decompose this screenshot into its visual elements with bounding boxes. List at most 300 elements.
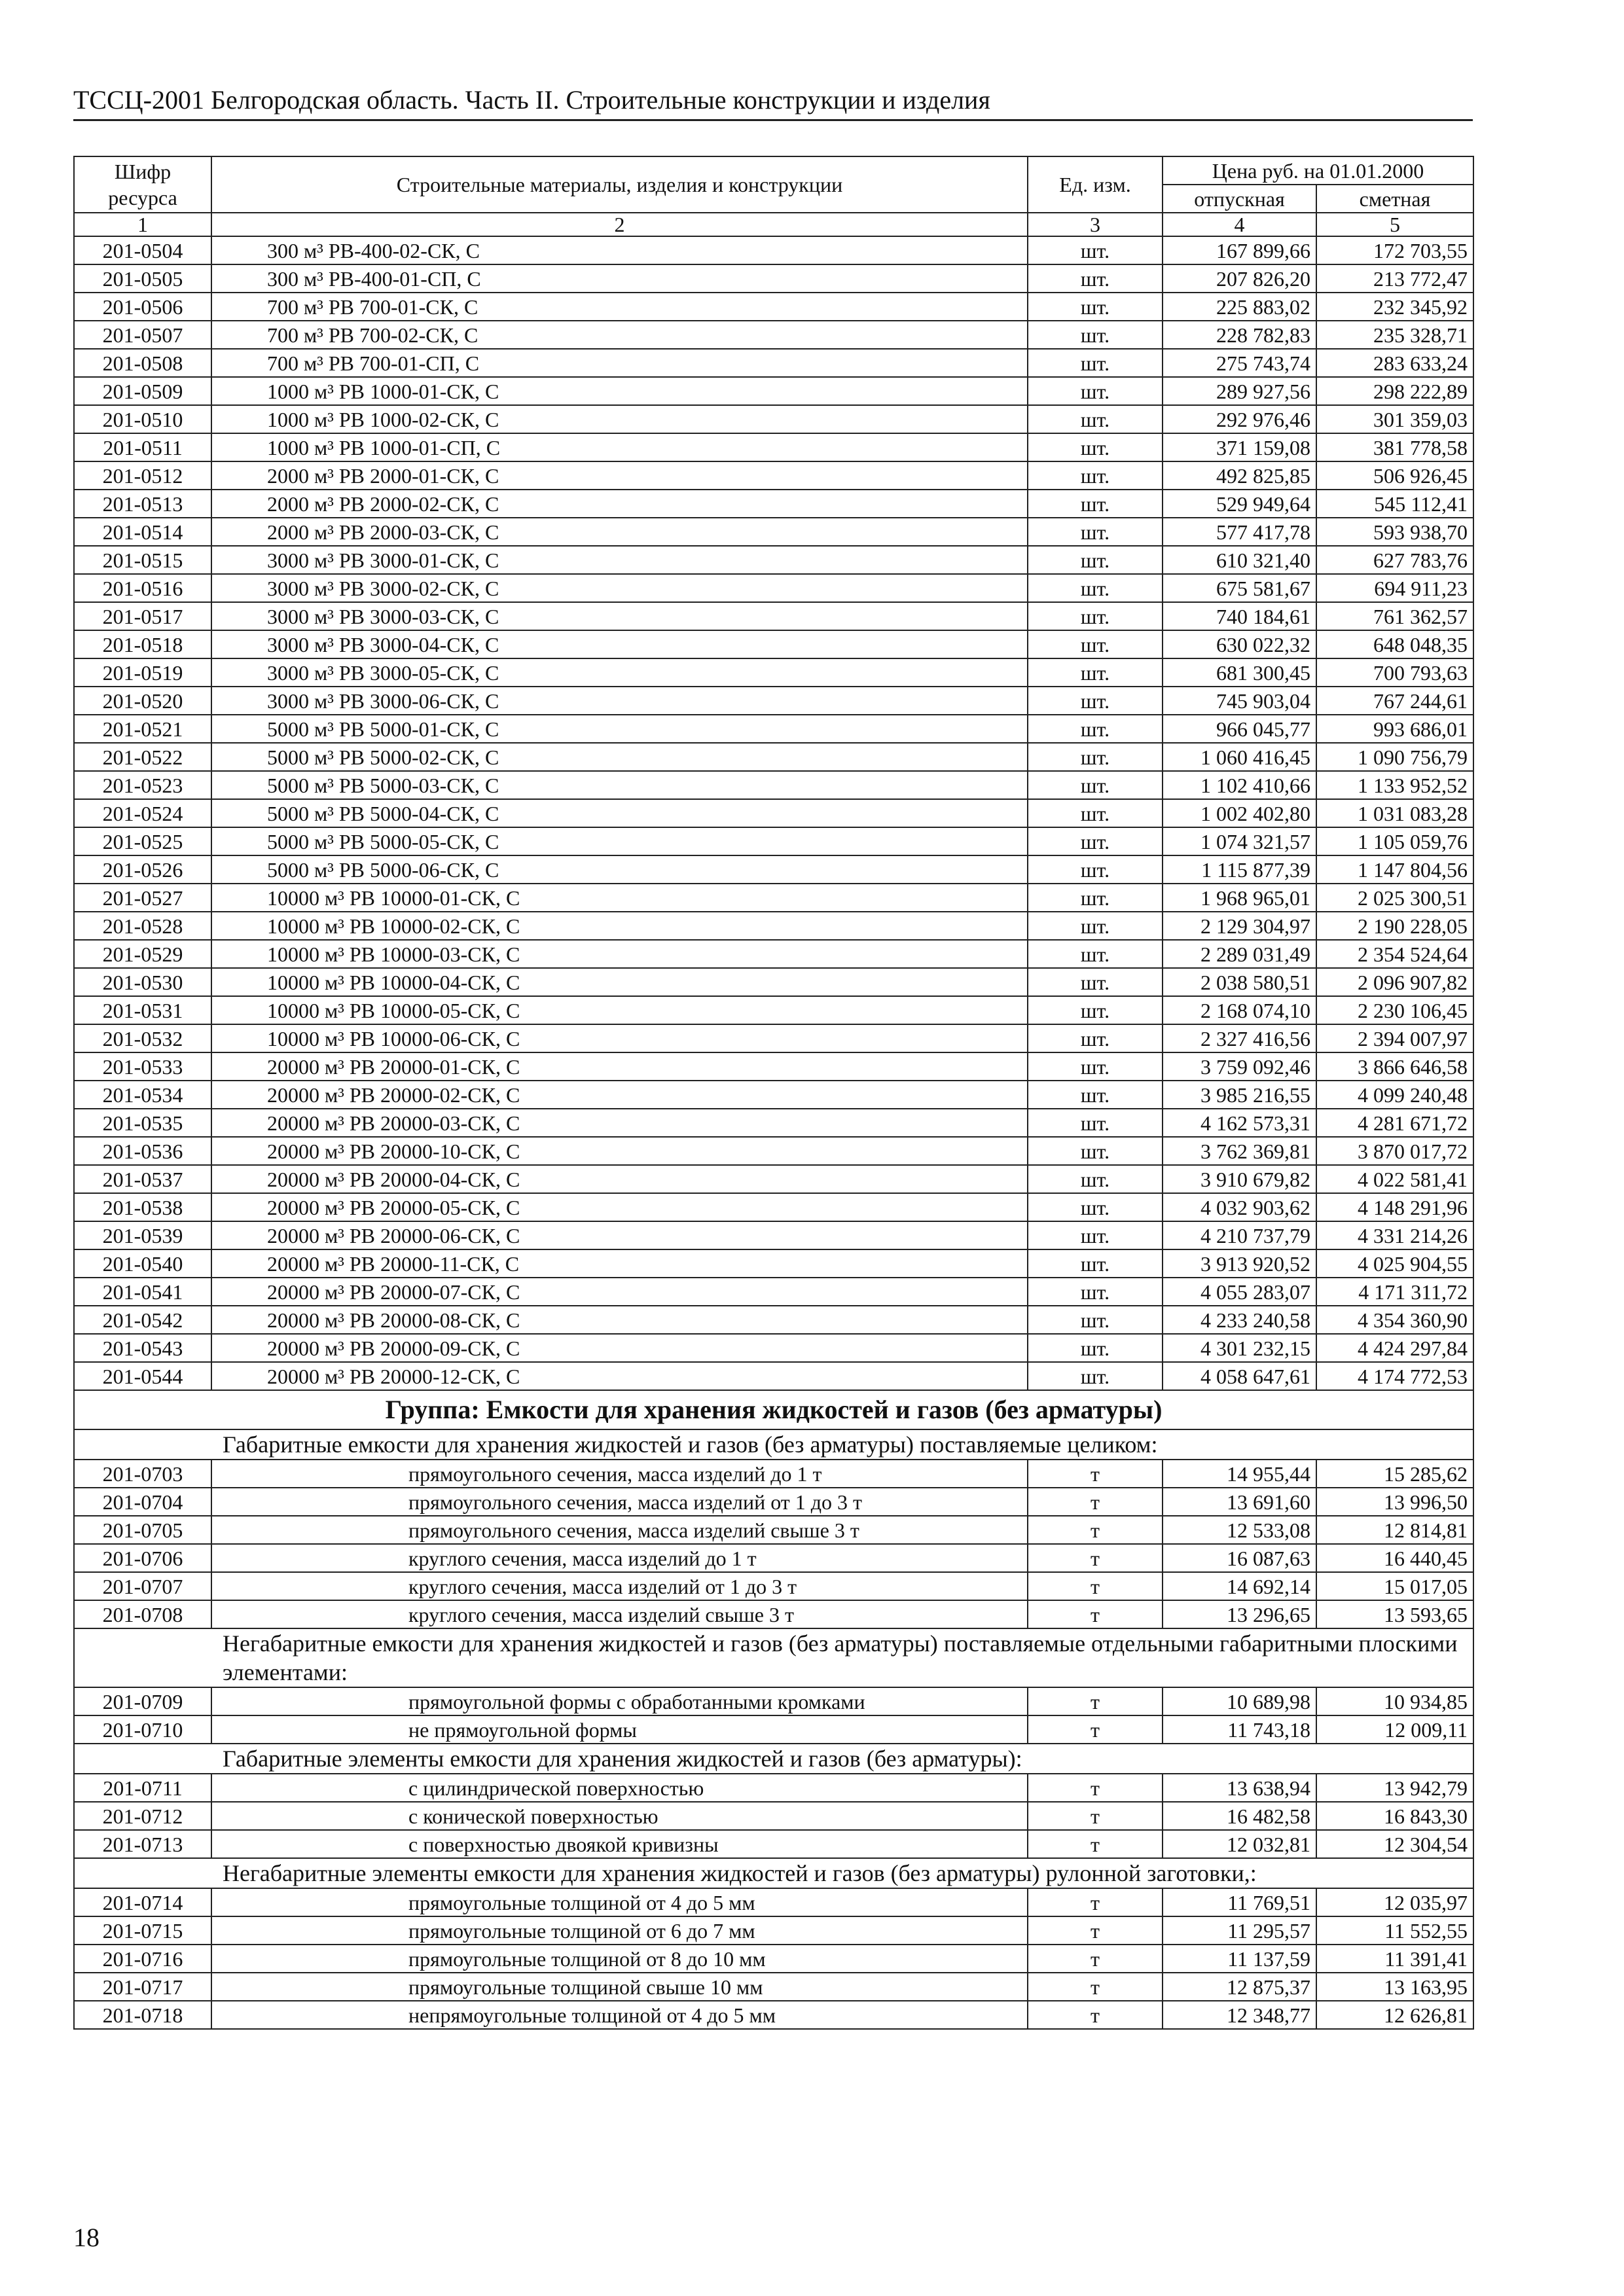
row-code: 201-0707 [74, 1572, 211, 1600]
row-price-estimate: 12 304,54 [1316, 1830, 1473, 1858]
row-price-estimate: 13 163,95 [1316, 1973, 1473, 2001]
table-row [74, 1916, 1473, 1945]
row-unit: т [1028, 1600, 1163, 1628]
row-unit: шт. [1028, 1052, 1163, 1081]
row-price-estimate: 761 362,57 [1316, 602, 1473, 630]
row-code: 201-0511 [74, 433, 211, 461]
table-row [74, 1600, 1473, 1628]
row-price-estimate: 694 911,23 [1316, 574, 1473, 602]
table-row [74, 1193, 1473, 1221]
section-heading-row [74, 1429, 1473, 1460]
row-unit: шт. [1028, 912, 1163, 940]
row-name: 1000 м³ РВ 1000-02-СК, С [211, 405, 1028, 433]
row-price-release: 12 875,37 [1163, 1973, 1316, 2001]
row-code: 201-0536 [74, 1137, 211, 1165]
row-price-estimate: 993 686,01 [1316, 715, 1473, 743]
table-row [74, 1137, 1473, 1165]
table-row [74, 1715, 1473, 1744]
row-code: 201-0716 [74, 1945, 211, 1973]
row-code: 201-0505 [74, 264, 211, 293]
row-name: 5000 м³ РВ 5000-05-СК, С [211, 827, 1028, 855]
row-unit: т [1028, 2001, 1163, 2029]
row-name: круглого сечения, масса изделий до 1 т [211, 1544, 1028, 1572]
row-code: 201-0705 [74, 1516, 211, 1544]
table-row [74, 264, 1473, 293]
row-unit: шт. [1028, 1165, 1163, 1193]
row-code: 201-0534 [74, 1081, 211, 1109]
page-number: 18 [73, 2223, 99, 2252]
row-unit: шт. [1028, 1137, 1163, 1165]
row-name: прямоугольного сечения, масса изделий от 1 до 3 т [211, 1488, 1028, 1516]
row-name: прямоугольного сечения, масса изделий свыше 3 т [211, 1516, 1028, 1544]
row-unit: т [1028, 1973, 1163, 2001]
table-row [74, 799, 1473, 827]
row-unit: шт. [1028, 433, 1163, 461]
row-price-release: 3 759 092,46 [1163, 1052, 1316, 1081]
row-unit: шт. [1028, 827, 1163, 855]
row-name: прямоугольные толщиной от 4 до 5 мм [211, 1888, 1028, 1916]
row-name: 1000 м³ РВ 1000-01-СП, С [211, 433, 1028, 461]
row-name: 700 м³ РВ 700-02-СК, С [211, 321, 1028, 349]
row-name: 10000 м³ РВ 10000-02-СК, С [211, 912, 1028, 940]
row-price-release: 3 985 216,55 [1163, 1081, 1316, 1109]
row-price-release: 228 782,83 [1163, 321, 1316, 349]
section-heading-row [74, 1628, 1473, 1687]
row-name: 20000 м³ РВ 20000-07-СК, С [211, 1278, 1028, 1306]
row-price-release: 289 927,56 [1163, 377, 1316, 405]
table-row [74, 715, 1473, 743]
table-row [74, 377, 1473, 405]
row-code: 201-0517 [74, 602, 211, 630]
row-price-release: 492 825,85 [1163, 461, 1316, 490]
table-row [74, 405, 1473, 433]
table-row [74, 940, 1473, 968]
row-code: 201-0531 [74, 996, 211, 1024]
table-row [74, 1888, 1473, 1916]
section-heading-row [74, 1744, 1473, 1774]
row-price-estimate: 700 793,63 [1316, 658, 1473, 687]
row-price-release: 1 968 965,01 [1163, 884, 1316, 912]
row-code: 201-0718 [74, 2001, 211, 2029]
row-code: 201-0514 [74, 518, 211, 546]
table-row [74, 236, 1473, 264]
row-name: 700 м³ РВ 700-01-СП, С [211, 349, 1028, 377]
row-code: 201-0520 [74, 687, 211, 715]
row-price-estimate: 16 843,30 [1316, 1802, 1473, 1830]
row-name: 20000 м³ РВ 20000-12-СК, С [211, 1362, 1028, 1390]
row-unit: т [1028, 1802, 1163, 1830]
row-price-estimate: 15 285,62 [1316, 1460, 1473, 1488]
page-header: ТССЦ-2001 Белгородская область. Часть II. Строительные конструкции и изделия [73, 84, 1473, 121]
row-name: 10000 м³ РВ 10000-01-СК, С [211, 884, 1028, 912]
row-name: 3000 м³ РВ 3000-04-СК, С [211, 630, 1028, 658]
row-unit: шт. [1028, 884, 1163, 912]
row-price-release: 3 913 920,52 [1163, 1249, 1316, 1278]
row-code: 201-0524 [74, 799, 211, 827]
row-price-estimate: 2 394 007,97 [1316, 1024, 1473, 1052]
row-code: 201-0708 [74, 1600, 211, 1628]
row-name: прямоугольной формы с обработанными кромками [211, 1687, 1028, 1715]
row-code: 201-0543 [74, 1334, 211, 1362]
row-code: 201-0507 [74, 321, 211, 349]
row-price-release: 3 910 679,82 [1163, 1165, 1316, 1193]
row-price-estimate: 506 926,45 [1316, 461, 1473, 490]
row-unit: шт. [1028, 715, 1163, 743]
section-heading-row [74, 1858, 1473, 1888]
row-code: 201-0526 [74, 855, 211, 884]
row-unit: т [1028, 1516, 1163, 1544]
row-price-release: 681 300,45 [1163, 658, 1316, 687]
row-unit: шт. [1028, 968, 1163, 996]
row-name: 10000 м³ РВ 10000-04-СК, С [211, 968, 1028, 996]
table-row [74, 490, 1473, 518]
table-row [74, 321, 1473, 349]
header-price-release: отпускная [1163, 185, 1316, 213]
row-unit: шт. [1028, 349, 1163, 377]
header-unit: Ед. изм. [1028, 156, 1163, 213]
row-price-estimate: 15 017,05 [1316, 1572, 1473, 1600]
row-price-release: 1 102 410,66 [1163, 771, 1316, 799]
row-price-release: 12 533,08 [1163, 1516, 1316, 1544]
table-row [74, 1306, 1473, 1334]
row-code: 201-0713 [74, 1830, 211, 1858]
row-price-release: 1 074 321,57 [1163, 827, 1316, 855]
row-code: 201-0528 [74, 912, 211, 940]
row-unit: шт. [1028, 1024, 1163, 1052]
row-name: 5000 м³ РВ 5000-01-СК, С [211, 715, 1028, 743]
row-price-release: 13 638,94 [1163, 1774, 1316, 1802]
row-code: 201-0706 [74, 1544, 211, 1572]
table-row [74, 912, 1473, 940]
row-unit: шт. [1028, 490, 1163, 518]
row-code: 201-0519 [74, 658, 211, 687]
row-price-release: 11 295,57 [1163, 1916, 1316, 1945]
row-price-estimate: 2 230 106,45 [1316, 996, 1473, 1024]
row-price-release: 14 692,14 [1163, 1572, 1316, 1600]
row-price-estimate: 11 552,55 [1316, 1916, 1473, 1945]
row-price-release: 1 002 402,80 [1163, 799, 1316, 827]
row-name: с конической поверхностью [211, 1802, 1028, 1830]
row-unit: шт. [1028, 461, 1163, 490]
row-price-release: 2 327 416,56 [1163, 1024, 1316, 1052]
row-code: 201-0509 [74, 377, 211, 405]
row-name: 2000 м³ РВ 2000-02-СК, С [211, 490, 1028, 518]
col-number: 2 [211, 213, 1028, 236]
table-row [74, 687, 1473, 715]
row-price-release: 529 949,64 [1163, 490, 1316, 518]
row-code: 201-0523 [74, 771, 211, 799]
header-price-estimate: сметная [1316, 185, 1473, 213]
row-name: с поверхностью двоякой кривизны [211, 1830, 1028, 1858]
row-code: 201-0703 [74, 1460, 211, 1488]
row-name: 5000 м³ РВ 5000-02-СК, С [211, 743, 1028, 771]
row-name: 20000 м³ РВ 20000-05-СК, С [211, 1193, 1028, 1221]
section-heading: Габаритные емкости для хранения жидкостей и газов (без арматуры) поставляемые целиком: [74, 1429, 1473, 1460]
table-row [74, 1802, 1473, 1830]
row-unit: шт. [1028, 940, 1163, 968]
row-price-release: 10 689,98 [1163, 1687, 1316, 1715]
row-code: 201-0709 [74, 1687, 211, 1715]
row-price-release: 16 482,58 [1163, 1802, 1316, 1830]
row-unit: шт. [1028, 574, 1163, 602]
row-code: 201-0714 [74, 1888, 211, 1916]
header-name: Строительные материалы, изделия и конструкции [211, 156, 1028, 213]
table-row [74, 1081, 1473, 1109]
table-row [74, 1249, 1473, 1278]
table-row [74, 349, 1473, 377]
row-name: 20000 м³ РВ 20000-01-СК, С [211, 1052, 1028, 1081]
row-price-estimate: 648 048,35 [1316, 630, 1473, 658]
table-row [74, 518, 1473, 546]
row-name: 10000 м³ РВ 10000-03-СК, С [211, 940, 1028, 968]
row-name: прямоугольные толщиной свыше 10 мм [211, 1973, 1028, 2001]
row-unit: шт. [1028, 1081, 1163, 1109]
row-unit: т [1028, 1488, 1163, 1516]
row-name: 1000 м³ РВ 1000-01-СК, С [211, 377, 1028, 405]
row-code: 201-0525 [74, 827, 211, 855]
row-name: 3000 м³ РВ 3000-01-СК, С [211, 546, 1028, 574]
table-row [74, 1334, 1473, 1362]
row-unit: шт. [1028, 1362, 1163, 1390]
row-code: 201-0518 [74, 630, 211, 658]
row-price-estimate: 593 938,70 [1316, 518, 1473, 546]
row-price-release: 740 184,61 [1163, 602, 1316, 630]
row-price-release: 2 168 074,10 [1163, 996, 1316, 1024]
row-name: 700 м³ РВ 700-01-СК, С [211, 293, 1028, 321]
row-name: с цилиндрической поверхностью [211, 1774, 1028, 1802]
row-price-estimate: 232 345,92 [1316, 293, 1473, 321]
row-name: 20000 м³ РВ 20000-08-СК, С [211, 1306, 1028, 1334]
table-row [74, 1024, 1473, 1052]
row-name: 20000 м³ РВ 20000-10-СК, С [211, 1137, 1028, 1165]
row-unit: шт. [1028, 236, 1163, 264]
row-price-estimate: 12 814,81 [1316, 1516, 1473, 1544]
row-unit: шт. [1028, 264, 1163, 293]
row-price-release: 292 976,46 [1163, 405, 1316, 433]
row-price-release: 2 038 580,51 [1163, 968, 1316, 996]
row-name: 3000 м³ РВ 3000-02-СК, С [211, 574, 1028, 602]
row-price-estimate: 301 359,03 [1316, 405, 1473, 433]
row-code: 201-0537 [74, 1165, 211, 1193]
row-code: 201-0515 [74, 546, 211, 574]
row-name: 2000 м³ РВ 2000-01-СК, С [211, 461, 1028, 490]
row-unit: шт. [1028, 1193, 1163, 1221]
table-row [74, 1774, 1473, 1802]
row-price-estimate: 4 174 772,53 [1316, 1362, 1473, 1390]
row-unit: т [1028, 1544, 1163, 1572]
row-unit: т [1028, 1687, 1163, 1715]
row-price-release: 1 060 416,45 [1163, 743, 1316, 771]
table-row [74, 1572, 1473, 1600]
table-row [74, 1687, 1473, 1715]
row-unit: шт. [1028, 1249, 1163, 1278]
row-price-release: 207 826,20 [1163, 264, 1316, 293]
row-price-estimate: 16 440,45 [1316, 1544, 1473, 1572]
row-name: 20000 м³ РВ 20000-06-СК, С [211, 1221, 1028, 1249]
row-price-estimate: 1 105 059,76 [1316, 827, 1473, 855]
row-unit: т [1028, 1572, 1163, 1600]
row-name: 5000 м³ РВ 5000-06-СК, С [211, 855, 1028, 884]
row-price-estimate: 4 099 240,48 [1316, 1081, 1473, 1109]
table-row [74, 996, 1473, 1024]
row-unit: шт. [1028, 293, 1163, 321]
row-price-estimate: 235 328,71 [1316, 321, 1473, 349]
row-price-estimate: 4 281 671,72 [1316, 1109, 1473, 1137]
table-row [74, 293, 1473, 321]
row-code: 201-0711 [74, 1774, 211, 1802]
row-unit: шт. [1028, 377, 1163, 405]
row-name: круглого сечения, масса изделий от 1 до 3 т [211, 1572, 1028, 1600]
row-price-estimate: 1 090 756,79 [1316, 743, 1473, 771]
table-row [74, 743, 1473, 771]
row-unit: т [1028, 1460, 1163, 1488]
row-name: 300 м³ РВ-400-01-СП, С [211, 264, 1028, 293]
row-price-release: 4 055 283,07 [1163, 1278, 1316, 1306]
row-price-release: 4 233 240,58 [1163, 1306, 1316, 1334]
row-price-estimate: 1 147 804,56 [1316, 855, 1473, 884]
row-price-estimate: 12 009,11 [1316, 1715, 1473, 1744]
row-price-estimate: 4 025 904,55 [1316, 1249, 1473, 1278]
row-unit: шт. [1028, 1109, 1163, 1137]
row-price-estimate: 1 133 952,52 [1316, 771, 1473, 799]
row-code: 201-0510 [74, 405, 211, 433]
table-row [74, 1945, 1473, 1973]
table-row [74, 1278, 1473, 1306]
row-unit: шт. [1028, 771, 1163, 799]
row-unit: шт. [1028, 1278, 1163, 1306]
row-unit: шт. [1028, 687, 1163, 715]
col-number: 1 [74, 213, 211, 236]
row-code: 201-0530 [74, 968, 211, 996]
row-code: 201-0717 [74, 1973, 211, 2001]
table-row [74, 1544, 1473, 1572]
section-heading: Габаритные элементы емкости для хранения жидкостей и газов (без арматуры): [74, 1744, 1473, 1774]
row-unit: т [1028, 1715, 1163, 1744]
table-row [74, 1109, 1473, 1137]
row-price-estimate: 2 354 524,64 [1316, 940, 1473, 968]
row-code: 201-0541 [74, 1278, 211, 1306]
table-body [74, 236, 1473, 2029]
row-unit: т [1028, 1888, 1163, 1916]
table-row [74, 1460, 1473, 1488]
row-unit: шт. [1028, 855, 1163, 884]
col-number: 3 [1028, 213, 1163, 236]
row-price-release: 225 883,02 [1163, 293, 1316, 321]
row-price-estimate: 381 778,58 [1316, 433, 1473, 461]
row-price-release: 11 769,51 [1163, 1888, 1316, 1916]
row-code: 201-0522 [74, 743, 211, 771]
table-row [74, 771, 1473, 799]
row-code: 201-0540 [74, 1249, 211, 1278]
row-price-estimate: 4 171 311,72 [1316, 1278, 1473, 1306]
table-row [74, 546, 1473, 574]
row-price-release: 12 348,77 [1163, 2001, 1316, 2029]
row-code: 201-0712 [74, 1802, 211, 1830]
table-row [74, 630, 1473, 658]
row-code: 201-0512 [74, 461, 211, 490]
row-name: прямоугольные толщиной от 6 до 7 мм [211, 1916, 1028, 1945]
row-price-estimate: 4 354 360,90 [1316, 1306, 1473, 1334]
row-name: круглого сечения, масса изделий свыше 3 т [211, 1600, 1028, 1628]
row-price-estimate: 1 031 083,28 [1316, 799, 1473, 827]
row-unit: т [1028, 1774, 1163, 1802]
row-name: прямоугольные толщиной от 8 до 10 мм [211, 1945, 1028, 1973]
row-unit: шт. [1028, 602, 1163, 630]
row-price-estimate: 11 391,41 [1316, 1945, 1473, 1973]
group-row [74, 1390, 1473, 1429]
row-price-release: 745 903,04 [1163, 687, 1316, 715]
table-row [74, 1488, 1473, 1516]
table-row [74, 461, 1473, 490]
row-price-estimate: 545 112,41 [1316, 490, 1473, 518]
table-row [74, 1973, 1473, 2001]
row-code: 201-0539 [74, 1221, 211, 1249]
row-name: 20000 м³ РВ 20000-09-СК, С [211, 1334, 1028, 1362]
row-price-estimate: 13 593,65 [1316, 1600, 1473, 1628]
row-price-release: 14 955,44 [1163, 1460, 1316, 1488]
row-price-release: 3 762 369,81 [1163, 1137, 1316, 1165]
table-row [74, 855, 1473, 884]
row-unit: шт. [1028, 1334, 1163, 1362]
row-name: 5000 м³ РВ 5000-03-СК, С [211, 771, 1028, 799]
row-code: 201-0535 [74, 1109, 211, 1137]
row-name: 20000 м³ РВ 20000-02-СК, С [211, 1081, 1028, 1109]
row-code: 201-0542 [74, 1306, 211, 1334]
row-unit: шт. [1028, 546, 1163, 574]
row-price-release: 371 159,08 [1163, 433, 1316, 461]
table-row [74, 827, 1473, 855]
row-price-release: 4 301 232,15 [1163, 1334, 1316, 1362]
row-name: 300 м³ РВ-400-02-СК, С [211, 236, 1028, 264]
row-price-estimate: 13 942,79 [1316, 1774, 1473, 1802]
row-price-release: 966 045,77 [1163, 715, 1316, 743]
row-price-release: 13 691,60 [1163, 1488, 1316, 1516]
row-name: 20000 м³ РВ 20000-04-СК, С [211, 1165, 1028, 1193]
row-unit: шт. [1028, 1306, 1163, 1334]
row-price-release: 4 162 573,31 [1163, 1109, 1316, 1137]
row-price-estimate: 4 148 291,96 [1316, 1193, 1473, 1221]
row-price-estimate: 2 025 300,51 [1316, 884, 1473, 912]
row-price-estimate: 4 331 214,26 [1316, 1221, 1473, 1249]
group-title: Группа: Емкости для хранения жидкостей и газов (без арматуры) [74, 1390, 1473, 1429]
row-code: 201-0715 [74, 1916, 211, 1945]
row-price-estimate: 2 096 907,82 [1316, 968, 1473, 996]
row-price-release: 610 321,40 [1163, 546, 1316, 574]
row-price-estimate: 2 190 228,05 [1316, 912, 1473, 940]
table-row [74, 1052, 1473, 1081]
row-price-estimate: 13 996,50 [1316, 1488, 1473, 1516]
row-price-estimate: 213 772,47 [1316, 264, 1473, 293]
row-unit: шт. [1028, 799, 1163, 827]
table-row [74, 433, 1473, 461]
row-price-estimate: 283 633,24 [1316, 349, 1473, 377]
row-price-release: 11 743,18 [1163, 1715, 1316, 1744]
row-unit: шт. [1028, 518, 1163, 546]
row-price-estimate: 172 703,55 [1316, 236, 1473, 264]
table-row [74, 1165, 1473, 1193]
row-price-release: 2 289 031,49 [1163, 940, 1316, 968]
table-row [74, 1516, 1473, 1544]
row-unit: т [1028, 1916, 1163, 1945]
row-code: 201-0521 [74, 715, 211, 743]
row-price-estimate: 12 035,97 [1316, 1888, 1473, 1916]
row-code: 201-0504 [74, 236, 211, 264]
row-code: 201-0529 [74, 940, 211, 968]
row-name: 10000 м³ РВ 10000-05-СК, С [211, 996, 1028, 1024]
row-name: 20000 м³ РВ 20000-11-СК, С [211, 1249, 1028, 1278]
table-row [74, 2001, 1473, 2029]
row-unit: шт. [1028, 743, 1163, 771]
